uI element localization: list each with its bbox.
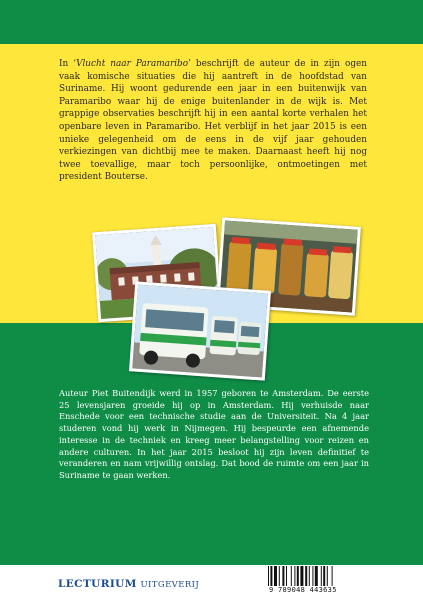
author-bio: Auteur Piet Buitendijk werd in 1957 geboren te Amsterdam. De eerste 25 levensjaren groeide hij op in Amsterdam. Hij verhuisde naar Enschede voor een technische studie aan de Universiteit. Na 4 jaar studeren vond hij werk in Nijmegen. Hij bespeurde een afnemende interesse in de techniek en kreeg meer belangstelling voor reizen en andere culturen. In het jaar 2015 besloot hij zijn leven definitief te veranderen en nam vrijwillig ontslag. Dat bood de ruimte om een jaar in Suriname te gaan werken. (59, 388, 369, 480)
publisher-suffix: UITGEVERIJ (140, 580, 200, 590)
publisher-name: LECTURIUM (58, 578, 137, 590)
book-title: Vlucht naar Paramaribo (76, 59, 189, 69)
publisher-logo (58, 578, 199, 590)
book-blurb: In ‘Vlucht naar Paramaribo’ beschrijft de auteur de in zijn ogen vaak komische situaties die hij aantreft in de hoofdstad van Suriname. Hij woont gedurende een jaar in een buitenwijk van Paramaribo waar hij de enige buitenlander in de wijk is. Met grappige observaties beschrijft hij in een aantal korte verhalen het openbare leven in Paramaribo. Het verblijf in het jaar 2015 is een unieke gelegenheid om de eens in de vijf jaar gehouden verkiezingen van dichtbij mee te maken. Daarnaast heeft hij nog twee toevallige, maar toch persoonlijke, ontmoetingen met president Bouterse. (59, 59, 368, 183)
barcode-number: 9 789048 443635 (269, 586, 337, 594)
photo-minibuses (129, 281, 271, 380)
top-green-strip (0, 0, 423, 44)
